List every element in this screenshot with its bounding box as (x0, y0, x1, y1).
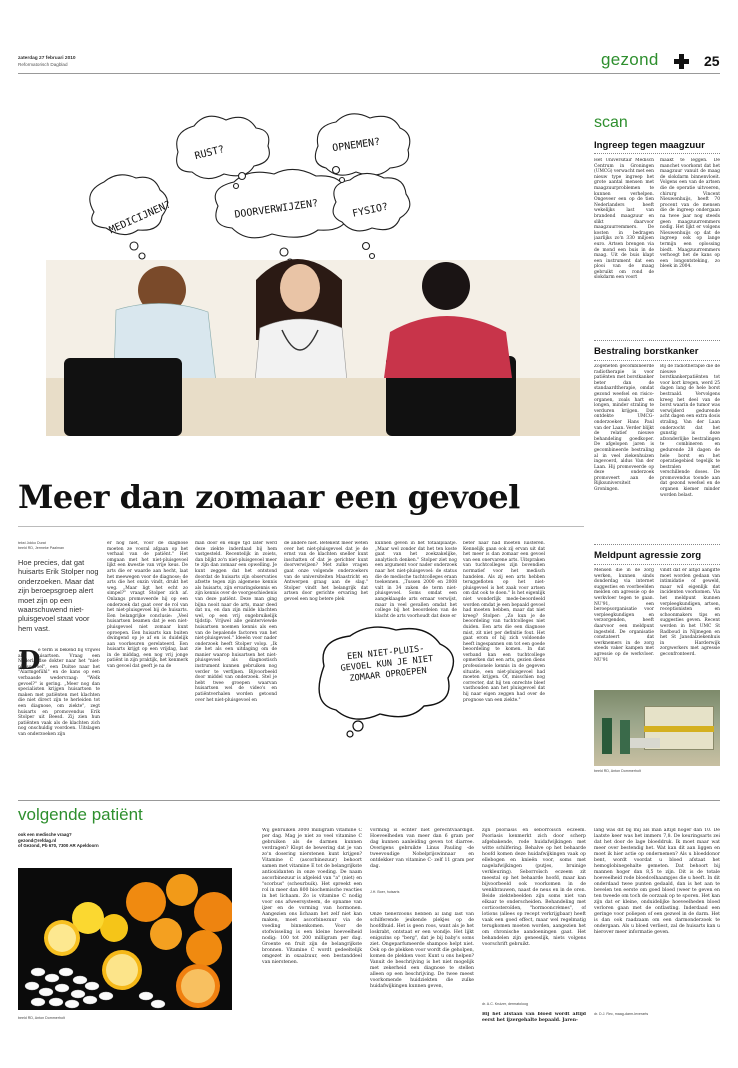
scan-divider (594, 544, 720, 545)
header-rule (18, 73, 720, 74)
meldpunt-col-2: vindt dat er altijd aangifte moet worden gedaan van intimidatie of geweld, maar wil eigenlijk dat incidenten voorkomen. Via het meldpunt kunnen verpleegkundigen, artsen, receptionisten en schoonmakers tips en suggesties geven. Recent werden in het UMC St Radboud in Nijmegen en het St Jansdalziekenhuis in Harderwijk zorgwerkers met agressie geconfronteerd. (660, 568, 720, 657)
byline: tekst Jokko Durat beeld RD, Jermeke Paalman (18, 541, 64, 550)
bubble-fysio: FYSIO? (351, 201, 390, 220)
scan-label: scan (594, 114, 628, 131)
qa-col-3: zijn psoriasis en seborroïsch eczeem. Psoriasis kenmerkt zich door scherp afgebakende, rode huidafwijkingen met witte schilfering. Behalve op het behaarde hoofd komen deze huidafwijkingen vaak op ellebogen en knieën voor, soms met nagelafwijkingen (putjes, bruinige verkleuring). Seborroïsch eczeem zit meestal op het behaarde hoofd, maar kan bijvoorbeeld ook voorkomen in de wenkbrauwen, naast de neus en in de oren. Beide ziektebeelden zijn soms niet van elkaar te onderscheiden. Behandeling met corticosteroïden, "hormooncrèmes", of lotions (allees op recept verkrijgbaar) heeft vaak een goed effect, maar wel regelmatig terugkomen moeten worden, aangezien het om chronische aandoeningen gaat. Het behandelen zijn geneeslijk, niets volgens voorschrift gebruikt. (482, 828, 586, 947)
vitamin-photo (18, 868, 232, 1010)
scan-divider (594, 153, 720, 154)
section-rule (18, 800, 720, 801)
contact-info: ook een medische vraag? gezond@refdag.nl of Gezond, Pb 670, 7300 AR Apeldoorn (18, 832, 99, 849)
volgende-title: volgende patiënt (18, 805, 143, 824)
bestraling-col-2: Bij de radiotherapie die de nieuwe borstkankerpatiënten tot voor kort kregen, werd 25 dagen lang de hele borst bestraald. Vervolgens kreeg het deel van de borst waarin de tumor was verwijderd gedurende acht dagen een extra dosis straling. Van der Laan onderzocht dat het gunstig is deze afzonderlijke bestralingen te combineren en gedurende 28 dagen de hele borst en het operatiegebied tegelijk te bestralen met verschillende doses. De promovendus toonde aan dat gezond weefsel en de organen kiemer minder worden belast. (660, 364, 720, 498)
article-col-2: er nog niet, voor de diagnose moeten ze vooral afgaan op het verhaal van de patiënt." Het omgaan met het niet-pluisgevoel lijkt een kwestie van vrije keus. De arts die er waarde aan hecht, laat het meewegen voor de diagnose; de arts die het onzin vindt, drukt het weg. „Maar ligt het echt zo simpel?" vraagt Stolper zich af. Onlangs promoveerde hij op een onderzoek dat gaat over de rol van het niet-pluisgevoel bij de huisarts. Een belangrijke conclusie: „Veel huisartsen beamen dat je een niet-pluisgevoel niet zomaar kunt oproepen. Een huisarts kan buiten dwingend op je af en is duidelijk aan voorkeuren gerelateerd. Een huisarts krijgt op een vrijdag, laat in de middag, een nog vrij jonge patiënt in zijn praktijk, het kenmerk van gevoel dat geeft je na de (107, 541, 188, 670)
bubble-medicijnen: MEDICIJNEN? (107, 199, 173, 237)
qa-col-2: vorming is echter niet gerechtvaardigd. Hoeveelheden van meer dan 6 gram per dag kunnen aanleiding geven tot diarree. Overigens gebruikte Linus Pauling -de tweevoudige Nobelprijswinnaar en ontdekker van vitamine C- zelf 11 gram per dag. (370, 828, 474, 869)
bestraling-col-1: Zogeheten gecombineerde radiotherapie is voor patiënten met borstkanker beter dan de standaardtherapie, omdat gezond weefsel en risico-organen, zoals hart en longen, minder straling te verduren krijgen. Dat ontdekte UMCG-onderzoeker Hans Paul van der Laan. Verder blijkt de relatief nieuwe behandeling goedkoper. De afgelopen jaren is gecombineerde bestraling al in veel ziekenhuizen ingevoerd, aldus Van der Laan. Hij promoveerde op deze onderzoek promoveert aan de Rijksuniversiteit Groningen. (594, 364, 654, 493)
scan-divider (594, 564, 720, 565)
paper-name: Reformatorisch Dagblad (18, 62, 68, 67)
qa-col-4: lang was dit bij mij als man altijd hoger dan 10. De laatste keer was het immers 7,8. De keuringsarts zei dat het door de lage bloeddruk. Ik moet maar wat meer over bestendig het. Wat kan dit aan liggen en moet ik hier actie op ondernemen? Als u bloeddonor bent, wordt voordat u bloed afstaat het hemoglobinegehalte gemeten. Dat behoort bij mannen hoger dan 8,5 te zijn. Dit is de totale hoeveelheid rode bloedcelhaampjes die u heeft. In dit onderdaad twee punten gedaald, dan is het aan te bevelen ten eerste om goed bloed (weer te geven en ten tweede om toch de oorzaak op te sporen. Het kan zijn dat er kleine, onduidelijke hoeveelheden bloed verloren gaan met de ontlasting. Inderdaad een geringe voor poliepen of een gezwel in de darm. Het is dan ook raadzaam om een darmonderzoek te ondergaan. Als u bloed verliest, zal de huisarts kan u hierover meer informatie geven. (594, 828, 720, 935)
page-number: 25 (704, 53, 720, 69)
maagzuur-col-2: maakt te leggen. De manchet voorkomt dat het maagzuur vanuit de maag de slokdarm binnenvloeit. Volgens een van de artsen die de operatie uitvoeren, chirurg Vincent Nieuwenhuijs, heeft 70 procent van de mensen die de ingreep ondergaan na twee jaar nog steeds geen maagzuurremmers nodig. Het lijkt er volgens Nieuwenhuijs op dat de ingreep ook op lange termijn een oplossing biedt. Maagzuurremmers verhoogt het de kans op een longontsteking, zo bleek in 2004. (660, 158, 720, 270)
article-col-1: e term is bekend bij vrijwel alle huisartsen. Vraag een Nederlandse dokter naar het "niet-pluisgevoel", een Duitse naar het "Alarmgefühl" en de kans op een verbaasde wedervraag: "Welk gevoel?" is gering. „Meer nog dan specialisten krijgen huisartsen te maken met patiënten met klachten die niet direct zijn te herleiden tot een diagnose, om ziekte", zegt huisarts en promovendus Erik Stolper uit Beesd. Zij zien hun patiënten vaak als de klachten zich nog onschuldig voordoen. Uitslagen van onderzoeken zijn (18, 648, 100, 737)
scan-divider (594, 340, 720, 341)
plus-icon (674, 54, 689, 69)
qa-col-3b: Bij het afstaan van bloed wordt altijd eerst het ijzergehalte bepaald. Jaren- (482, 1012, 586, 1023)
drop-cap: D (18, 646, 41, 676)
qa-col-1: Wij gebruiken 3000 milligram vitamine C per dag. Mag je niet zo veel vitamine C gebruiken als de darmen kunnen verdragen? Klopt de bewering dat je van zo'n dosering nierstenen kunt krijgen? Vitamine C (ascorbinezuur) behoort samen met vitamine E tot de belangrijkste antioxidanten in onze voeding. De naam ascorbinezuur is afgeleid van "a" (niet) en "scorbus" (scheurbuik). Het spreekt een rol in meer dan 800 biochemische reacties in het lichaam. Zo is vitamine C nodig voor ons afweersysteem, de opname van ijzer en de vorming van hormonen. Aangezien ons lichaam het zelf niet kan maken, moet ascorbinezuur via de voeding binnenkomen. Voor de stofwisseling is een kleine hoeveelheid nodig: 100 tot 200 milligram per dag. Groente en fruit zijn de belangrijkste bronnen. Vitamine C wordt gedeeltelijk omgezet in oxaalzuur, een bestanddeel van nierstenen. (262, 828, 362, 965)
ambulance-photo (594, 690, 720, 766)
headline: Meer dan zomaar een gevoel (18, 478, 520, 516)
article-col-4: de andere niet. Betekent meer weten over het niet-pluisgevoel dat je de ernst van de klachten sneller kunt inschatten of dat je gerichter kunt doorverwijzen? Met zulke vragen gaat onze volgende onderzoekers van de universiteiten Maastricht en Antwerpen graag aan de slag." Stolper vindt het belangrijk dat artsen door gerichte ervaring het gevoel een nog betere plek (284, 541, 368, 602)
scan-title-maagzuur: Ingreep tegen maagzuur (594, 140, 705, 151)
scan-divider (594, 360, 720, 361)
article-col-6: beter naar had moeten luisteren. Kennelijk gaan ook zij ervan uit dat het meer is dan zomaar een gevoel van een onervarene arts. Uitspraken van tuchtcolleges zijn bovendien normatief voor het medisch handelen. Als zij een arts hebben teruggefloten op het niet-pluisgevoel is het zaak voor artsen om dat ook te doen." Is het eigenlijk niet wonderlijk mede-beoordeeld worden omdat je een bepaald gevoel had moeten hebben, maar dat niet kreeg? Stolper: „Zo kun je de beoordeling van tuchtcolleges niet duiden. Een arts die een diagnose mist, zit niet per definitie fout. Het gaat erom of hij zich voldoende heeft ingespannen om tot een goede beoordeling te komen. In dat verband kan een tuchtcollege opmerken dat een arts, gezien diens professionele kennis in de gegeven situatie, een niet-pluisgevoel had moeten krijgen. Of, misschien nog correcter, dat hij ten onrechte bleef vasthouden aan het pluisgevoel dat hij naar eigen zeggen had over de prognose van een ziekte." (463, 541, 545, 703)
signature-kruizer: dr. A.C. Kruizer, dermatoloog (482, 1002, 528, 1006)
consultation-illustration (46, 110, 580, 436)
scan-title-meldpunt: Meldpunt agressie zorg (594, 550, 702, 561)
scan-title-bestraling: Bestraling borstkanker (594, 346, 699, 357)
bubble-opnemen: OPNEMEN? (331, 136, 381, 155)
signature-boer: J.H. Boer, huisarts (370, 890, 400, 894)
bubble-doorverwijzen: DOORVERWIJZEN? (233, 198, 319, 221)
headline-rule (18, 526, 584, 527)
photo-credit-scan: beeld RD, Anton Dommerholt (594, 769, 641, 773)
section-title: gezond (601, 50, 659, 69)
pull-quote: EEN NIET-PLUIS- GEVOEL KUN JE NIET ZOMAAR OPROEPEN (340, 644, 434, 684)
photo-credit-vitamin: beeld RD, Anton Dommerholt (18, 1016, 65, 1020)
maagzuur-col-1: Het Universitair Medisch Centrum in Groningen (UMCG) verwacht met een nieuw type ingreep het grote aantal mensen met maagzuurproblemen te kunnen verhelpen. Ongeveer een op de tien Nederlanders heeft wekelijks last van brandend maagzuur en slikt daarvoor maagzuurremmers. De kosten in bedragen jaarlijks zo'n 330 miljoen euro. Artsen brengen via de mond een buis in de maag. Uit de buis klapt een instrument dat een plooi van de maag gebruikt om rond de slokdarm een voort (594, 158, 654, 281)
article-col-3: man door en enige tijd later werd deze ziekte inderdaad bij hem vastgesteld. Recentelijk in zoiets, dan blijkt zo'n niet-pluisgevoel meer te zijn dan zomaar een opwelling. Je kunt zeggen dat het ontstond doordat de huisarts zijn observaties afzette tegen zijn algemene kennis als huisarts, zijn ervaringskennis en zijn kennis over de voorgeschiedenis van deze patiënt. Deze man ging bijna nooit naar de arts, maar deed dat nu, en dan zijn milde klachten wel, op een vrij ongebruikelijk tijdstip. Vrijwel alle geïnterviewde huisartsen noemen kennis als een van de bepalende factoren van het niet-pluisgevoel." Ideeën voor nader onderzoek heeft Stolper volop. „Ik zie het als een uitdaging om de manier waarop huisartsen het niet-pluisgevoel als diagnostisch instrument kunnen gebruiken nog verder te verfijnen. Bijvoorbeeld door middel van onderzoek. Stel je hebt twee groepen waarvan huisartsen wel de video's en patiëntverhalen worden getoond over het niet-pluisgevoel en (195, 541, 277, 703)
signature-rec: dr. D.J. Rec, maag-darm-leverarts (594, 1012, 649, 1016)
meldpunt-col-1: Mensen die in de zorg werken, kunnen sinds donderdag via internet suggesties en voorbeelden melden om agressie op de werkvloer tegen te gaan. NU'91, een beroepsorganisatie voor verpleegkundigen en verzorgenden, heeft daarvoor een meldpunt ingesteld. De organisatie constateert dat werknemers in de zorg steeds vaker kampen met agressie op de werkvloer. NU'91 (594, 568, 654, 663)
issue-date: zaterdag 27 februari 2010 (18, 56, 76, 61)
qa-col-2b: Onze tienerzoons hebben al lang last van schilferende jeukende plekjes op de hoofdhuid. Het is geen roos, want als je het loskrabt, ontstaat er een wondje. Het lijkt enigszins op "berg", dat je bij baby's soms ziet. Ongeparfumeerde shampoo helpt niet. Ook op de plekken voor wordt die geholpen, komen de plekken voor. Kunt u ons helpen? Vanuit de beschrijving is het niet mogelijk met zekerheid een diagnose te stellen alleen op een beschrijving. De twee meest voorkomende huidziekten die zulke huidafwijkingen kunnen geven, (370, 912, 474, 989)
article-col-5: kunnen geven in het totaalplaatje. „Maar wel zonder dat het ten koste gaat van het zoekzakelijke, analytisch denken." Stolper ziet nog een argument voor nader onderzoek naar het niet-pluisgevoel: de status die de medische tuchtcolleges eraan toekennen. „Tussen 2000 en 2008 valt in 34 zaken de term niet-pluisgevoel. Soms omdat een aangeklaagde arts ernaar verwijst, maar in veel gevallen omdat het college bij het beoordelen van de klacht de arts voorhoudt dat deze er (375, 541, 457, 619)
bubble-rust: RUST? (193, 144, 226, 163)
lede: Hoe precies, dat gat huisarts Erik Stolper nog onderzoeken. Maar dat zijn beroepsgroep alert moet zijn op een waarschuwend niet-pluisgevoel staat voor hem vast. (18, 558, 99, 633)
